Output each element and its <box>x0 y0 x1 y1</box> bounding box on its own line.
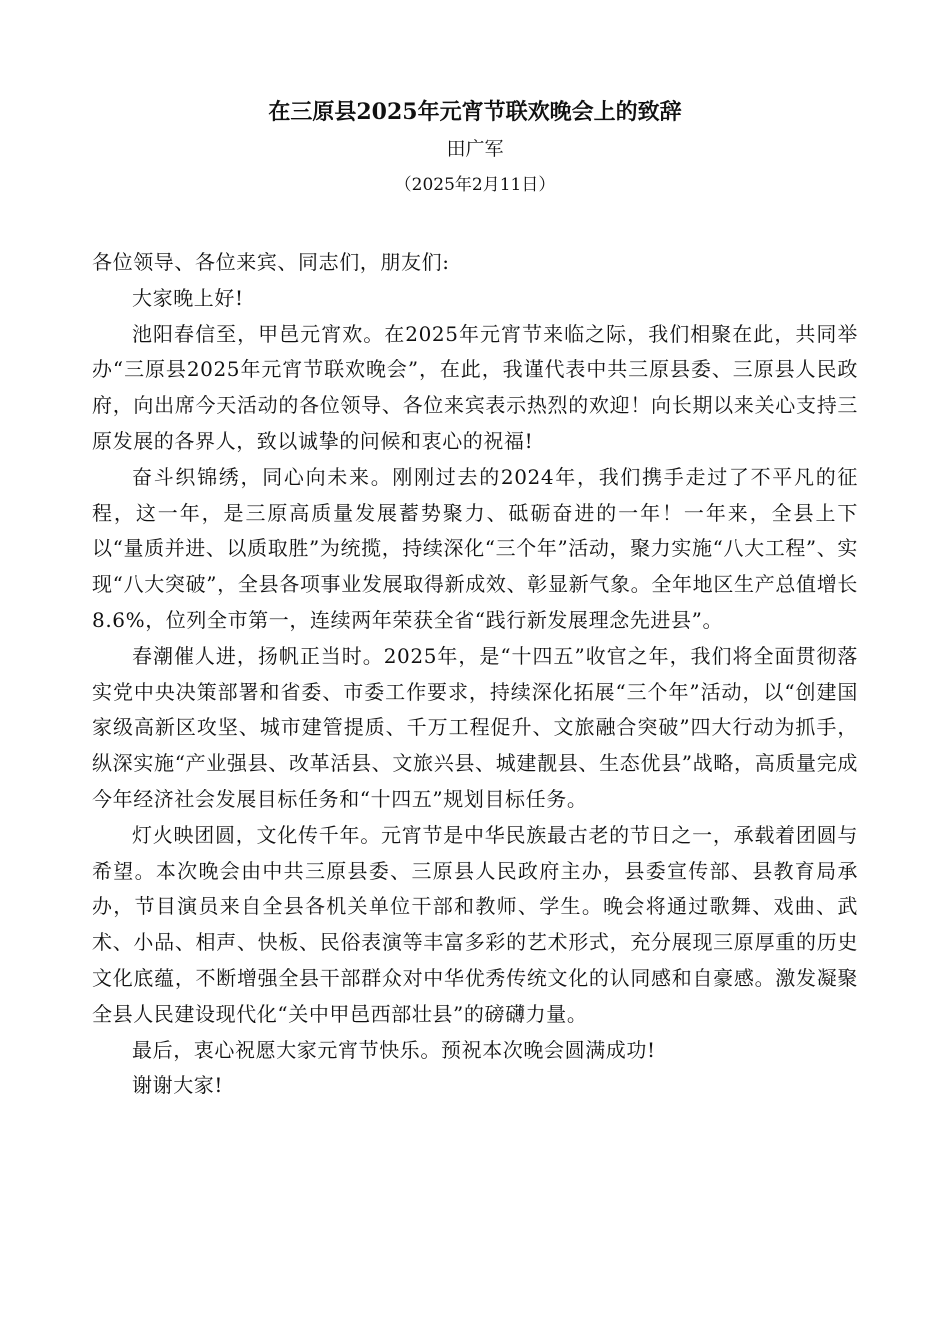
paragraph-welcome: 池阳春信至，甲邑元宵欢。在2025年元宵节来临之际，我们相聚在此，共同举办“三原县2025年元宵节联欢晚会”，在此，我谨代表中共三原县委、三原县人民政府，向出席今天活动的各位领导、各位来宾表示热烈的欢迎！向长期以来关心支持三原发展的各界人，致以诚挚的问候和衷心的祝福! <box>92 321 858 453</box>
salutation: 各位领导、各位来宾、同志们，朋友们: <box>92 250 450 274</box>
paragraph-wishes: 最后，衷心祝愿大家元宵节快乐。预祝本次晚会圆满成功! <box>132 1037 656 1062</box>
document-body <box>92 245 858 1104</box>
paragraph-outlook: 春潮催人进，扬帆正当时。2025年，是“十四五”收官之年，我们将全面贯彻落实党中央决策部署和省委、市委工作要求，持续深化拓展“三个年”活动，以“创建国家级高新区攻坚、城市建管提质、千万工程促升、文旅融合突破”四大行动为抓手，纵深实施“产业强县、改革活县、文旅兴县、城建靓县、生态优县”战略，高质量完成今年经济社会发展目标任务和“十四五”规划目标任务。 <box>92 643 858 811</box>
document-title: 在三原县2025年元宵节联欢晚会上的致辞 <box>268 99 682 125</box>
paragraph-culture: 灯火映团圆，文化传千年。元宵节是中华民族最古老的节日之一，承载着团圆与希望。本次晚会由中共三原县委、三原县人民政府主办，县委宣传部、县教育局承办，节目演员来自全县各机关单位干部和教师、学生。晚会将通过歌舞、戏曲、武术、小品、相声、快板、民俗表演等丰富多彩的艺术形式，充分展现三原厚重的历史文化底蕴，不断增强全县干部群众对中华优秀传统文化的认同感和自豪感。激发凝聚全县人民建设现代化“关中甲邑西部壮县”的磅礴力量。 <box>92 822 858 1026</box>
paragraph-greeting: 大家晚上好! <box>132 285 244 310</box>
paragraph-thanks: 谢谢大家! <box>132 1073 224 1098</box>
paragraph-review: 奋斗织锦绣，同心向未来。刚刚过去的2024年，我们携手走过了不平凡的征程，这一年，是三原高质量发展蓄势聚力、砥砺奋进的一年！一年来，全县上下以“量质并进、以质取胜”为统揽，持续深化“三个年”活动，聚力实施“八大工程”、实现“八大突破”，全县各项事业发展取得新成效、彰显新气象。全年地区生产总值增长8.6%，位列全市第一，连续两年荣获全省“践行新发展理念先进县”。 <box>92 464 858 632</box>
document-date: （2025年2月11日） <box>394 175 556 195</box>
document-author: 田广军 <box>446 138 504 160</box>
